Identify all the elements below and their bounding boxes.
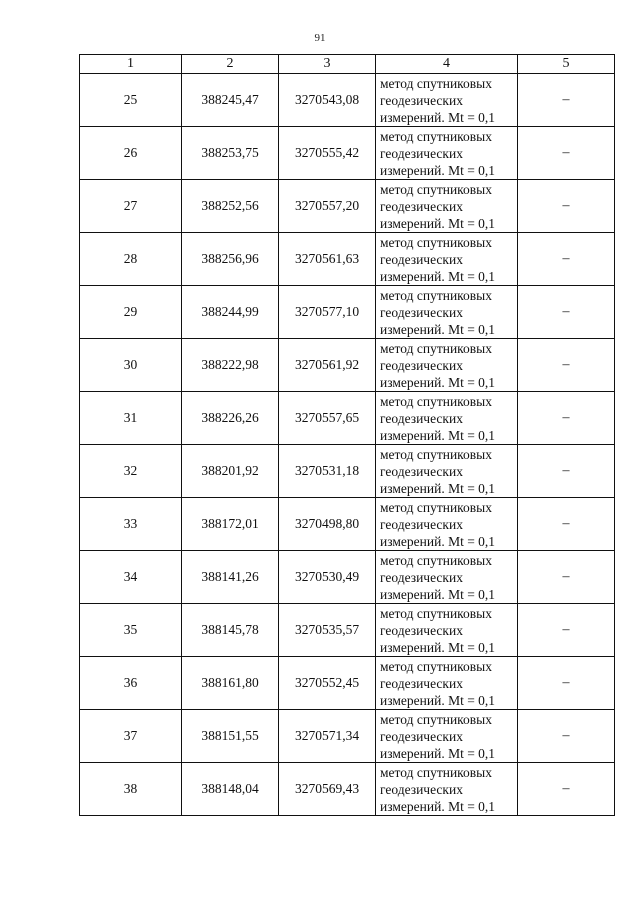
note-cell: – — [518, 180, 615, 233]
method-cell — [376, 551, 518, 604]
method-line: геодезических — [380, 728, 463, 744]
method-line: измерений. Mt = 0,1 — [380, 692, 496, 708]
y-coordinate-cell: 3270577,10 — [279, 286, 376, 339]
header-col-4: 4 — [376, 55, 518, 74]
method-line: измерений. Mt = 0,1 — [380, 639, 496, 655]
method-cell — [376, 710, 518, 763]
x-coordinate-cell: 388141,26 — [182, 551, 279, 604]
table-row — [80, 710, 615, 763]
method-cell — [376, 127, 518, 180]
note-cell: – — [518, 710, 615, 763]
table-row — [80, 286, 615, 339]
y-coordinate-cell: 3270571,34 — [279, 710, 376, 763]
x-coordinate-cell: 388245,47 — [182, 74, 279, 127]
x-coordinate-cell: 388172,01 — [182, 498, 279, 551]
y-coordinate-cell: 3270557,20 — [279, 180, 376, 233]
x-coordinate-cell: 388252,56 — [182, 180, 279, 233]
table-row — [80, 180, 615, 233]
method-line: геодезических — [380, 622, 463, 638]
method-line: геодезических — [380, 463, 463, 479]
table-row — [80, 127, 615, 180]
method-line: измерений. Mt = 0,1 — [380, 268, 496, 284]
x-coordinate-cell: 388151,55 — [182, 710, 279, 763]
y-coordinate-cell: 3270569,43 — [279, 763, 376, 816]
method-cell — [376, 445, 518, 498]
y-coordinate-cell: 3270557,65 — [279, 392, 376, 445]
point-number-cell: 37 — [80, 710, 182, 763]
note-cell: – — [518, 233, 615, 286]
method-line: метод спутниковых — [380, 287, 492, 303]
y-coordinate-cell: 3270535,57 — [279, 604, 376, 657]
header-col-3: 3 — [279, 55, 376, 74]
method-line: метод спутниковых — [380, 499, 492, 515]
x-coordinate-cell: 388148,04 — [182, 763, 279, 816]
method-line: измерений. Mt = 0,1 — [380, 745, 496, 761]
note-cell: – — [518, 339, 615, 392]
table-body — [80, 74, 615, 816]
method-line: метод спутниковых — [380, 75, 492, 91]
method-line: измерений. Mt = 0,1 — [380, 798, 496, 814]
point-number-cell: 31 — [80, 392, 182, 445]
method-line: измерений. Mt = 0,1 — [380, 533, 496, 549]
note-cell: – — [518, 74, 615, 127]
x-coordinate-cell: 388253,75 — [182, 127, 279, 180]
method-cell — [376, 286, 518, 339]
method-cell — [376, 180, 518, 233]
point-number-cell: 38 — [80, 763, 182, 816]
point-number-cell: 25 — [80, 74, 182, 127]
method-line: геодезических — [380, 569, 463, 585]
note-cell: – — [518, 498, 615, 551]
x-coordinate-cell: 388145,78 — [182, 604, 279, 657]
method-cell — [376, 233, 518, 286]
point-number-cell: 30 — [80, 339, 182, 392]
method-line: геодезических — [380, 92, 463, 108]
method-line: измерений. Mt = 0,1 — [380, 374, 496, 390]
note-cell: – — [518, 127, 615, 180]
method-line: геодезических — [380, 251, 463, 267]
point-number-cell: 26 — [80, 127, 182, 180]
note-cell: – — [518, 445, 615, 498]
method-cell — [376, 339, 518, 392]
x-coordinate-cell: 388161,80 — [182, 657, 279, 710]
x-coordinate-cell: 388201,92 — [182, 445, 279, 498]
note-cell: – — [518, 286, 615, 339]
header-col-5: 5 — [518, 55, 615, 74]
point-number-cell: 29 — [80, 286, 182, 339]
y-coordinate-cell: 3270561,63 — [279, 233, 376, 286]
method-cell — [376, 74, 518, 127]
method-line: метод спутниковых — [380, 128, 492, 144]
coordinates-table — [79, 54, 615, 816]
method-line: геодезических — [380, 304, 463, 320]
method-line: геодезических — [380, 675, 463, 691]
table-row — [80, 498, 615, 551]
table-row — [80, 233, 615, 286]
header-col-2: 2 — [182, 55, 279, 74]
table-row — [80, 763, 615, 816]
method-line: геодезических — [380, 781, 463, 797]
table-row — [80, 339, 615, 392]
point-number-cell: 34 — [80, 551, 182, 604]
method-line: измерений. Mt = 0,1 — [380, 109, 496, 125]
table-row — [80, 551, 615, 604]
method-line: метод спутниковых — [380, 658, 492, 674]
table-header — [80, 55, 615, 74]
table-row — [80, 445, 615, 498]
point-number-cell: 36 — [80, 657, 182, 710]
x-coordinate-cell: 388244,99 — [182, 286, 279, 339]
y-coordinate-cell: 3270555,42 — [279, 127, 376, 180]
method-cell — [376, 392, 518, 445]
table-row — [80, 604, 615, 657]
table-row — [80, 657, 615, 710]
point-number-cell: 33 — [80, 498, 182, 551]
method-line: геодезических — [380, 357, 463, 373]
y-coordinate-cell: 3270531,18 — [279, 445, 376, 498]
x-coordinate-cell: 388256,96 — [182, 233, 279, 286]
method-line: измерений. Mt = 0,1 — [380, 321, 496, 337]
note-cell: – — [518, 763, 615, 816]
point-number-cell: 27 — [80, 180, 182, 233]
method-cell — [376, 604, 518, 657]
table-row — [80, 74, 615, 127]
method-line: метод спутниковых — [380, 234, 492, 250]
method-line: измерений. Mt = 0,1 — [380, 586, 496, 602]
method-line: измерений. Mt = 0,1 — [380, 162, 496, 178]
method-cell — [376, 763, 518, 816]
note-cell: – — [518, 657, 615, 710]
method-line: метод спутниковых — [380, 711, 492, 727]
note-cell: – — [518, 551, 615, 604]
y-coordinate-cell: 3270552,45 — [279, 657, 376, 710]
note-cell: – — [518, 392, 615, 445]
x-coordinate-cell: 388222,98 — [182, 339, 279, 392]
method-line: геодезических — [380, 516, 463, 532]
method-line: метод спутниковых — [380, 552, 492, 568]
point-number-cell: 32 — [80, 445, 182, 498]
method-line: метод спутниковых — [380, 605, 492, 621]
method-line: метод спутниковых — [380, 340, 492, 356]
method-line: метод спутниковых — [380, 446, 492, 462]
y-coordinate-cell: 3270561,92 — [279, 339, 376, 392]
method-cell — [376, 498, 518, 551]
y-coordinate-cell: 3270543,08 — [279, 74, 376, 127]
method-line: измерений. Mt = 0,1 — [380, 427, 496, 443]
page-number: 91 — [314, 32, 326, 44]
method-line: геодезических — [380, 198, 463, 214]
method-line: метод спутниковых — [380, 393, 492, 409]
method-line: измерений. Mt = 0,1 — [380, 480, 496, 496]
method-line: метод спутниковых — [380, 764, 492, 780]
method-cell — [376, 657, 518, 710]
x-coordinate-cell: 388226,26 — [182, 392, 279, 445]
y-coordinate-cell: 3270498,80 — [279, 498, 376, 551]
table-row — [80, 392, 615, 445]
method-line: геодезических — [380, 145, 463, 161]
header-row — [80, 55, 615, 74]
y-coordinate-cell: 3270530,49 — [279, 551, 376, 604]
header-col-1: 1 — [80, 55, 182, 74]
method-line: метод спутниковых — [380, 181, 492, 197]
point-number-cell: 35 — [80, 604, 182, 657]
method-line: измерений. Mt = 0,1 — [380, 215, 496, 231]
method-line: геодезических — [380, 410, 463, 426]
note-cell: – — [518, 604, 615, 657]
point-number-cell: 28 — [80, 233, 182, 286]
